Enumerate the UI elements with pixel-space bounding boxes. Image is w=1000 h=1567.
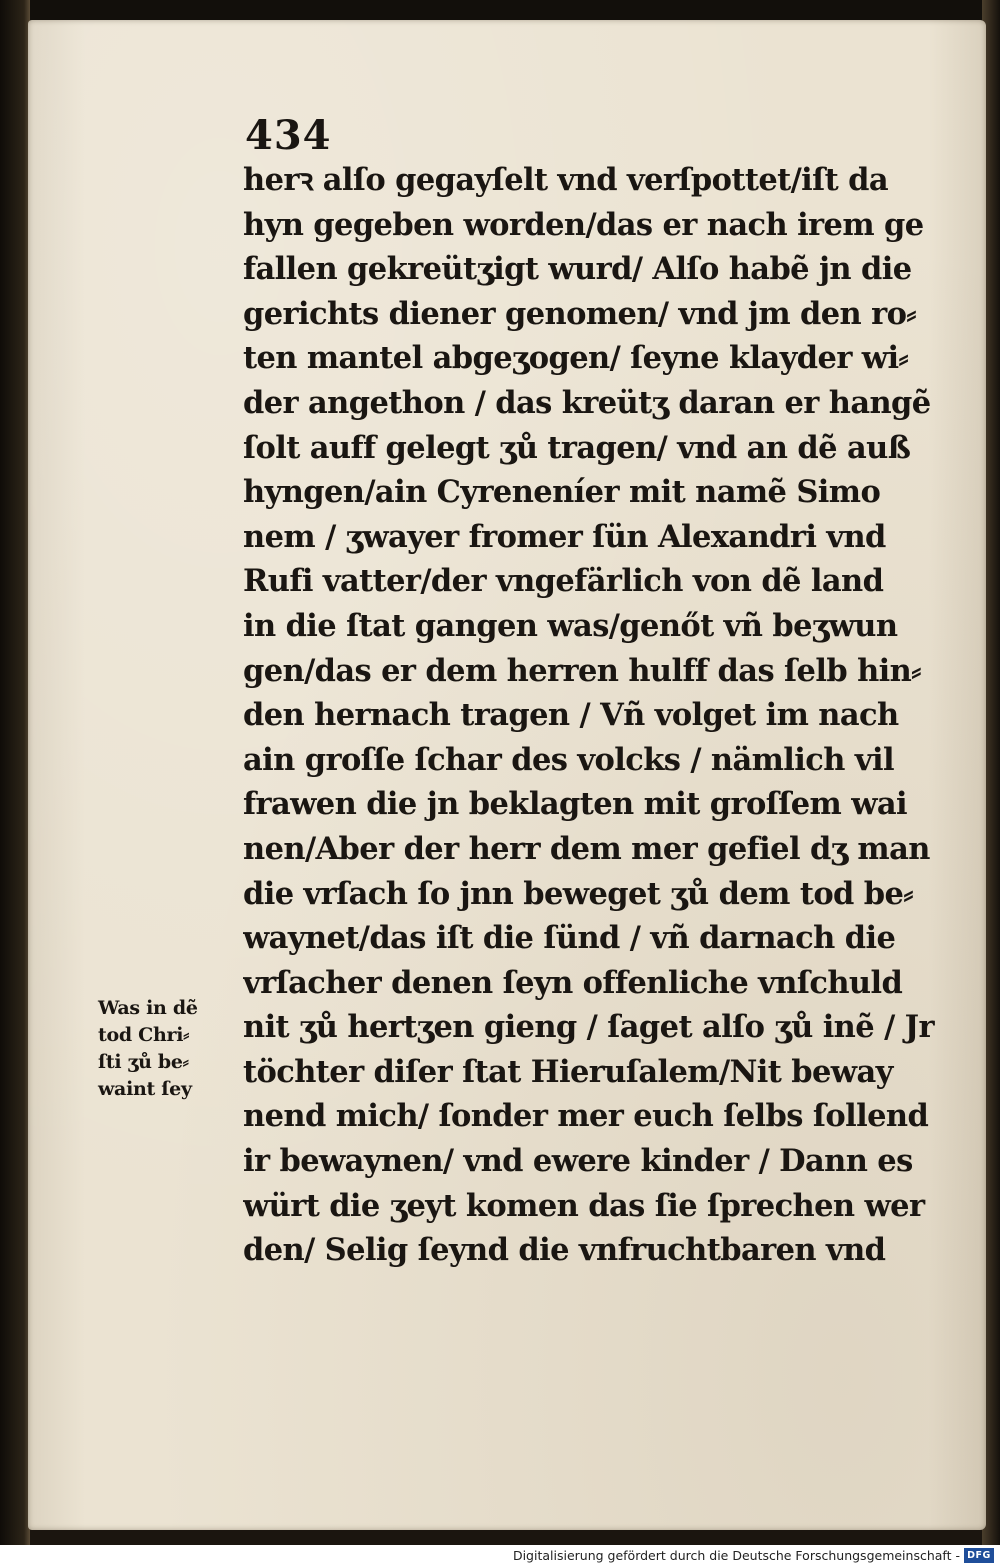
text-line: gen/das er dem herren hulff das ſelb hin⸗ <box>243 652 921 689</box>
text-line: frawen die jn beklagten mit groſſem wai <box>243 786 908 823</box>
dfg-logo: DFG <box>964 1548 994 1563</box>
text-line: herꝛ alſo gegayſelt vnd verſpottet/iſt da <box>243 162 889 198</box>
text-line: hyngen/ain Cyreneníer mit namẽ Simo <box>243 474 881 511</box>
text-line: vrſacher denen ſeyn offenliche vnſchuld <box>243 964 903 1001</box>
text-line: in die ſtat gangen was/genőt vñ beʒwun <box>243 607 898 644</box>
text-line: Rufi vatter/der vngefärlich von dẽ land <box>243 563 884 600</box>
margin-note-line: waint ſey <box>98 1078 192 1100</box>
book-cover-left-edge <box>0 0 30 1545</box>
text-line: waynet/das iſt die ſünd / vñ darnach die <box>243 920 896 957</box>
text-line: den hernach tragen / Vñ volget im nach <box>243 697 899 734</box>
text-line: töchter diſer ſtat Hieruſalem/Nit beway <box>243 1053 893 1090</box>
margin-note-line: Was in dẽ <box>98 997 198 1019</box>
main-text-block <box>243 158 943 1273</box>
text-line: der angethon / das kreütʒ daran er hangẽ <box>243 384 931 421</box>
text-line: fallen gekreütʒigt wurd/ Alſo habẽ jn die <box>243 251 912 288</box>
text-line: ſolt auff gelegt ʒů tragen/ vnd an dẽ auß <box>243 429 911 466</box>
paper-page <box>28 20 986 1530</box>
funding-credit: Digitalisierung gefördert durch die Deutsche Forschungsgemeinschaft - <box>512 1548 960 1563</box>
text-line: nen/Aber der herr dem mer gefiel dʒ man <box>243 830 930 867</box>
text-line: die vrſach ſo jnn beweget ʒů dem tod be⸗ <box>243 875 913 912</box>
margin-note-line: ſti ʒů be⸗ <box>98 1051 189 1073</box>
text-line: ir bewaynen/ vnd ewere kinder / Dann es <box>243 1143 913 1180</box>
margin-note-line: tod Chri⸗ <box>98 1024 190 1046</box>
book-cover-top-edge <box>0 0 1000 22</box>
text-line: hyn gegeben worden/das er nach irem ge <box>243 206 924 243</box>
text-line: nend mich/ ſonder mer euch ſelbs ſollend <box>243 1098 929 1135</box>
text-line: gerichts diener genomen/ vnd jm den ro⸗ <box>243 295 916 332</box>
text-line: würt die ʒeyt komen das ſie ſprechen wer <box>243 1187 925 1224</box>
margin-note <box>98 995 248 1103</box>
text-line: nem / ʒwayer fromer ſün Alexandri vnd <box>243 518 886 555</box>
text-line: ain groſſe ſchar des volcks / nämlich vil <box>243 741 894 778</box>
text-line: nit ʒů hertʒen gieng / ſaget alſo ʒů inẽ / Jr <box>243 1009 934 1046</box>
text-line: ten mantel abgeʒogen/ ſeyne klayder wi⸗ <box>243 340 909 377</box>
text-line: den/ Selig ſeynd die vnfruchtbaren vnd <box>243 1232 886 1269</box>
digitization-footer <box>0 1545 1000 1567</box>
page-number: 434 <box>245 112 332 159</box>
